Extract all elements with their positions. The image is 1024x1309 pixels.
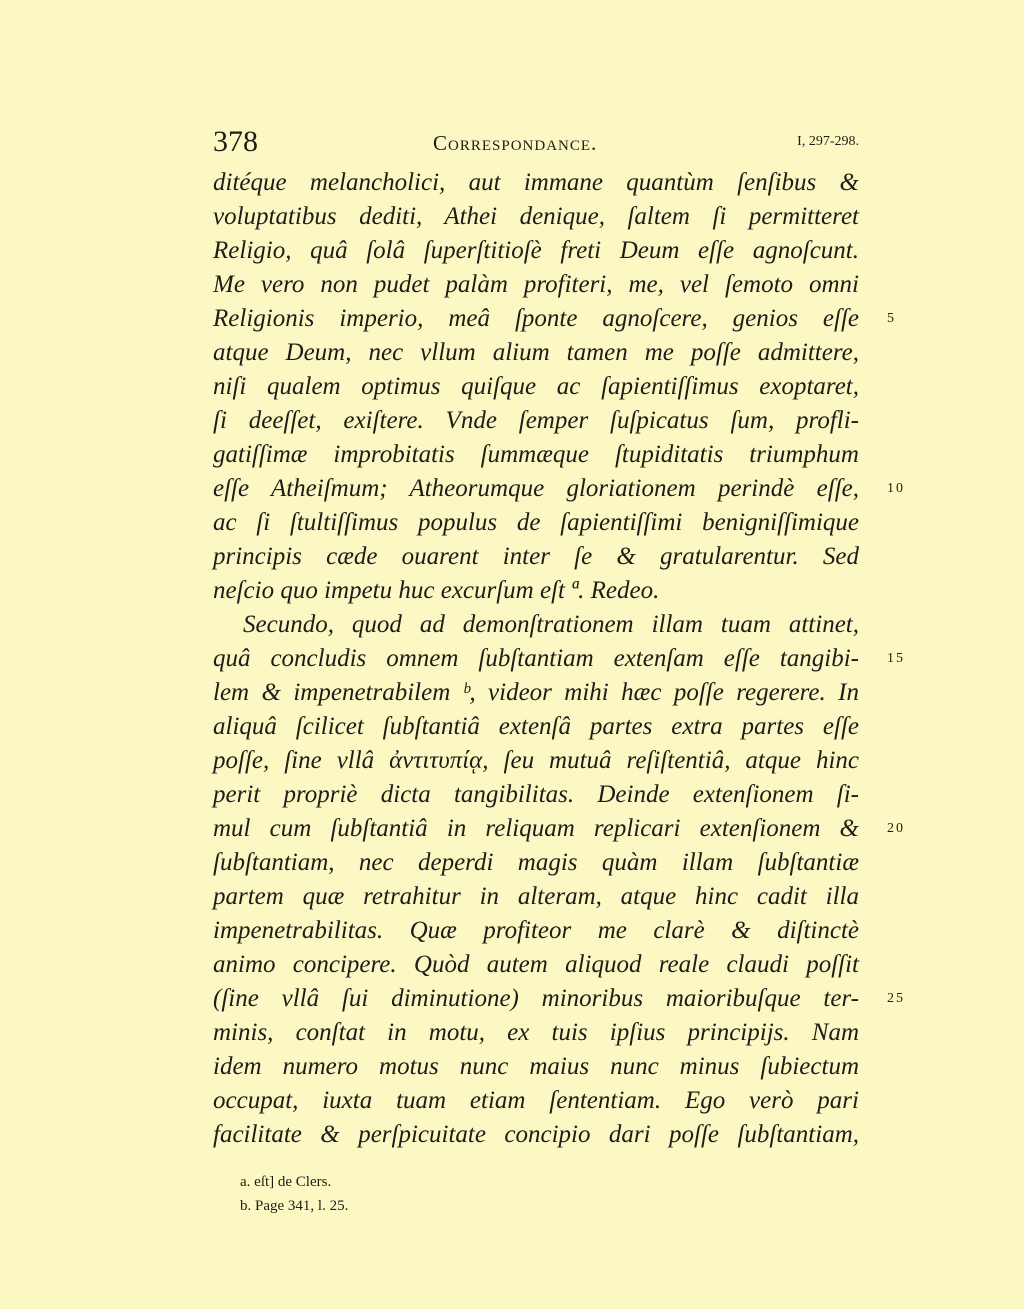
text-line — [213, 812, 905, 846]
text-line — [213, 880, 859, 914]
text-line — [213, 166, 859, 200]
line-text: occupat, iuxta tuam etiam ſententiam. Ego verò pari — [213, 1087, 859, 1114]
text-line — [213, 948, 859, 982]
line-text: quâ concludis omnem ſubſtantiam extenſam eſſe tangibi- — [213, 645, 859, 672]
line-text: animo concipere. Quòd autem aliquod reale claudi poſſit — [213, 951, 859, 978]
text-line — [213, 982, 905, 1016]
text-line — [213, 914, 859, 948]
text-line — [213, 506, 859, 540]
running-title: Correspondance. — [433, 131, 598, 155]
page-header — [213, 124, 859, 160]
text-line — [213, 1050, 859, 1084]
line-number: 15 — [887, 651, 905, 666]
line-number: 20 — [887, 821, 905, 836]
text-line — [213, 370, 859, 404]
text-line — [213, 540, 859, 574]
line-text: ac ſi ſtultiſſimus populus de ſapientiſſimi benigniſſimique — [213, 509, 859, 536]
line-text: Secundo, quod ad demonſtrationem illam tuam attinet, — [243, 611, 859, 638]
line-text: poſſe, ſine vllâ ἀντιτυπίᾳ, ſeu mutuâ reſiſtentiâ, atque hinc — [213, 747, 859, 774]
text-line — [213, 574, 859, 608]
line-text: ſi deeſſet, exiſtere. Vnde ſemper ſuſpicatus ſum, profli- — [213, 407, 859, 434]
line-number: 5 — [887, 311, 896, 326]
text-line — [213, 200, 859, 234]
text-line — [213, 234, 859, 268]
line-text: gatiſſimæ improbitatis ſummæque ſtupiditatis triumphum — [213, 441, 859, 468]
line-text: aliquâ ſcilicet ſubſtantiâ extenſâ partes extra partes eſſe — [213, 713, 859, 740]
page-number: 378 — [213, 125, 258, 158]
line-number: 10 — [887, 481, 905, 496]
line-text: principis cæde ouarent inter ſe & gratularentur. Sed — [213, 543, 859, 570]
page-reference: I, 297-298. — [797, 134, 859, 149]
text-line — [213, 710, 859, 744]
line-text: minis, conſtat in motu, ex tuis ipſius principijs. Nam — [213, 1019, 859, 1046]
line-text: voluptatibus dediti, Athei denique, ſaltem ſi permitteret — [213, 203, 859, 230]
line-text: ditéque melancholici, aut immane quantùm ſenſibus & — [213, 169, 859, 196]
text-line — [213, 1016, 859, 1050]
line-text: partem quæ retrahitur in alteram, atque hinc cadit illa — [213, 883, 859, 910]
text-line — [213, 1118, 859, 1152]
text-line — [213, 438, 859, 472]
line-text: Me vero non pudet palàm profiteri, me, vel ſemoto omni — [213, 271, 859, 298]
text-line — [213, 608, 859, 642]
text-line — [213, 676, 859, 710]
line-number: 25 — [887, 991, 905, 1006]
text-line — [213, 642, 905, 676]
text-line — [213, 846, 859, 880]
text-line — [213, 404, 859, 438]
line-text: idem numero motus nunc maius nunc minus ſubiectum — [213, 1053, 859, 1080]
text-line — [213, 778, 859, 812]
footnotes — [240, 1170, 840, 1218]
text-line — [213, 268, 859, 302]
text-line — [213, 472, 905, 506]
text-line — [213, 744, 859, 778]
footnote: b. Page 341, l. 25. — [240, 1198, 349, 1214]
line-text: impenetrabilitas. Quæ profiteor me clarè & diſtinctè — [213, 917, 859, 944]
line-text: (ſine vllâ ſui diminutione) minoribus maioribuſque ter- — [213, 985, 859, 1012]
line-text: facilitate & perſpicuitate concipio dari poſſe ſubſtantiam, — [213, 1121, 859, 1148]
line-text: niſi qualem optimus quiſque ac ſapientiſſimus exoptaret, — [213, 373, 859, 400]
line-text: Religio, quâ ſolâ ſuperſtitioſè freti Deum eſſe agnoſcunt. — [213, 237, 859, 264]
text-line — [213, 336, 859, 370]
footnote: a. eſt] de Clers. — [240, 1174, 332, 1190]
line-text: ſubſtantiam, nec deperdi magis quàm illam ſubſtantiæ — [213, 849, 859, 876]
text-line — [213, 302, 896, 336]
line-text: lem & impenetrabilem ᵇ, videor mihi hæc poſſe regerere. In — [213, 679, 859, 706]
text-line — [213, 1084, 859, 1118]
line-text: perit propriè dicta tangibilitas. Deinde extenſionem ſi- — [213, 781, 859, 808]
line-text: Religionis imperio, meâ ſponte agnoſcere, genios eſſe — [213, 305, 859, 332]
line-text: atque Deum, nec vllum alium tamen me poſſe admittere, — [213, 339, 859, 366]
line-text: neſcio quo impetu huc excurſum eſt ª. Redeo. — [213, 577, 660, 604]
line-text: eſſe Atheiſmum; Atheorumque gloriationem perindè eſſe, — [213, 475, 859, 502]
line-text: mul cum ſubſtantiâ in reliquam replicari extenſionem & — [213, 815, 859, 842]
body-text — [213, 166, 905, 1152]
